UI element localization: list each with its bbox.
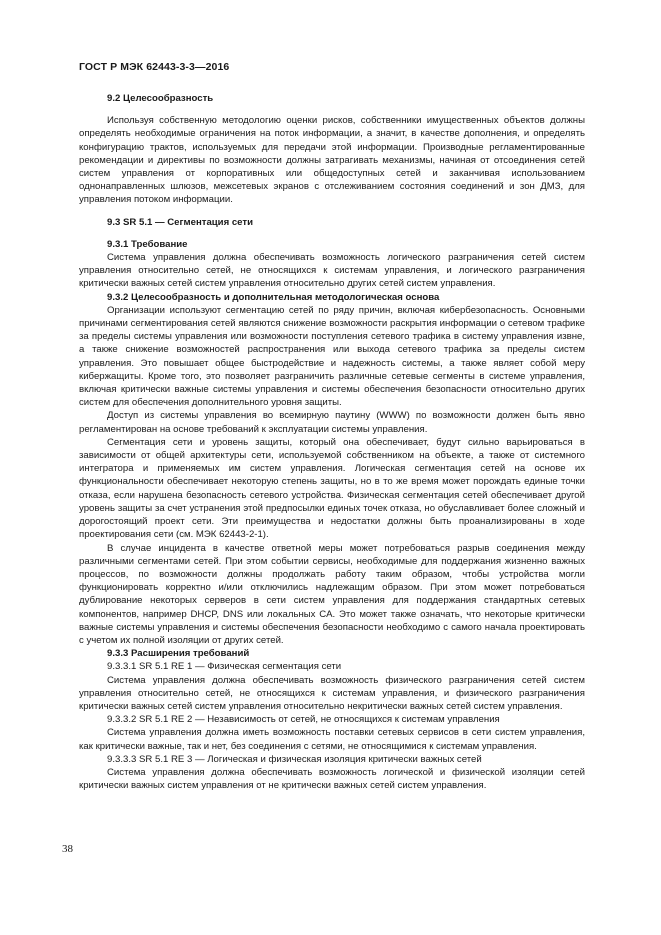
subheading-9-3-3-3: 9.3.3.3 SR 5.1 RE 3 — Логическая и физическая изоляция критически важных сетей: [107, 753, 482, 765]
heading-9-3-1: 9.3.1 Требование: [107, 238, 188, 250]
subheading-9-3-3-2: 9.3.3.2 SR 5.1 RE 2 — Независимость от сетей, не относящихся к системам управления: [107, 714, 500, 726]
heading-9-3: 9.3 SR 5.1 — Сегментация сети: [107, 216, 253, 228]
document-header: ГОСТ Р МЭК 62443-3-3—2016: [79, 61, 230, 73]
document-body: [79, 92, 585, 792]
paragraph: Используя собственную методологию оценки рисков, собственники имущественных объектов должны определять необходимые ограничения на поток информации, а значит, в качестве дополнения, и определять конфигурацию трактов, используемых для передачи этой информации. Производные регламентированные рекомендации и директивы по возможности должны затрагивать механизмы, начиная от отсоединения сетей систем управления от корпоративных или общедоступных сетей и заканчивая использованием однонаправленных шлюзов, межсетевых экранов с отслеживанием состояния соединений и зон ДМЗ, для управления потоком информации.: [79, 115, 585, 206]
paragraph: Доступ из системы управления во всемирную паутину (WWW) по возможности должен быть явно регламентирован на основе требований к эксплуатации системы управления.: [79, 410, 585, 435]
paragraph: В случае инцидента в качестве ответной меры может потребоваться разрыв соединения между различными сегментами сетей. При этом событии сервисы, необходимые для поддержания жизненно важных процессов, по возможности должны продолжать работу таким образом, чтобы устройства могли функционировать корректно и/или отключились надлежащим образом. При этом может потребоваться дублирование некоторых серверов в сети систем управления для поддержания стандартных сетевых компонентов, например DHCP, DNS или локальных CA. Это может также означать, что некоторые критически важные системы управления и системы обеспечения безопасности необходимо с самого начала проектировать с учетом их полной изоляции от других сетей.: [79, 542, 585, 646]
subheading-9-3-3-1: 9.3.3.1 SR 5.1 RE 1 — Физическая сегментация сети: [107, 661, 342, 673]
heading-9-3-3: 9.3.3 Расширения требований: [107, 648, 250, 660]
paragraph: Система управления должна иметь возможность поставки сетевых сервисов в сети систем управления, как критически важные, так и нет, без соединения с сетями, не относящимися к системам управления.: [79, 727, 585, 752]
paragraph: Сегментация сети и уровень защиты, который она обеспечивает, будут сильно варьироваться в зависимости от общей архитектуры сети, используемой собственником на объекте, а также от системного интегратора и применяемых им систем управления. Логическая сегментация сетей на основе их функциональности обеспечивает некоторую степень защиты, но в то же время может порождать единые точки отказа, если нарушена безопасность сетевого устройства. Физическая сегментация сетей обеспечивает другой уровень защиты за счет устранения этой предпосылки единых точек отказа, но обуславливает более сложный и дорогостоящий проект сети. Эти преимущества и недостатки должны быть проанализированы в ходе проектирования сети (см. МЭК 62443-2-1).: [79, 436, 585, 541]
paragraph: Система управления должна обеспечивать возможность физического разграничения сетей систем управления относительно сетей, не относящихся к системам управления, и физического разграничения критически важных сетей систем управления относительно некритически важных сетей систем управления.: [79, 674, 585, 712]
heading-9-2: 9.2 Целесообразность: [107, 93, 214, 104]
page-number: 38: [62, 843, 73, 855]
paragraph: Система управления должна обеспечивать возможность логического разграничения сетей систем управления относительно сетей, не относящихся к системам управления, и логического разграничения критически важных сетей систем управления относительно других сетей систем управления.: [79, 252, 585, 290]
heading-9-3-2: 9.3.2 Целесообразность и дополнительная методологическая основа: [107, 291, 440, 303]
paragraph: Система управления должна обеспечивать возможность логической и физической изоляции сетей критически важных систем управления от не критически важных сетей систем управления.: [79, 766, 585, 792]
paragraph: Организации используют сегментацию сетей по ряду причин, включая кибербезопасность. Основными причинами сегментирования сетей являются снижение возможности раскрытия информации о сетевом трафике за пределы системы управления или возможности поступления сетевого трафика в систему управления извне, а также снижение возможностей распространения или выхода сетевого трафика за пределы систем управления. Это повышает общее быстродействие и надежность системы, а также являет собой меру кибержащиты. Кроме того, это позволяет разграничить различные сетевые сегменты в системе управления, включая критически важные системы управления и системы обеспечения безопасности относительно других систем для обеспечения дополнительного уровня защиты.: [79, 304, 585, 409]
